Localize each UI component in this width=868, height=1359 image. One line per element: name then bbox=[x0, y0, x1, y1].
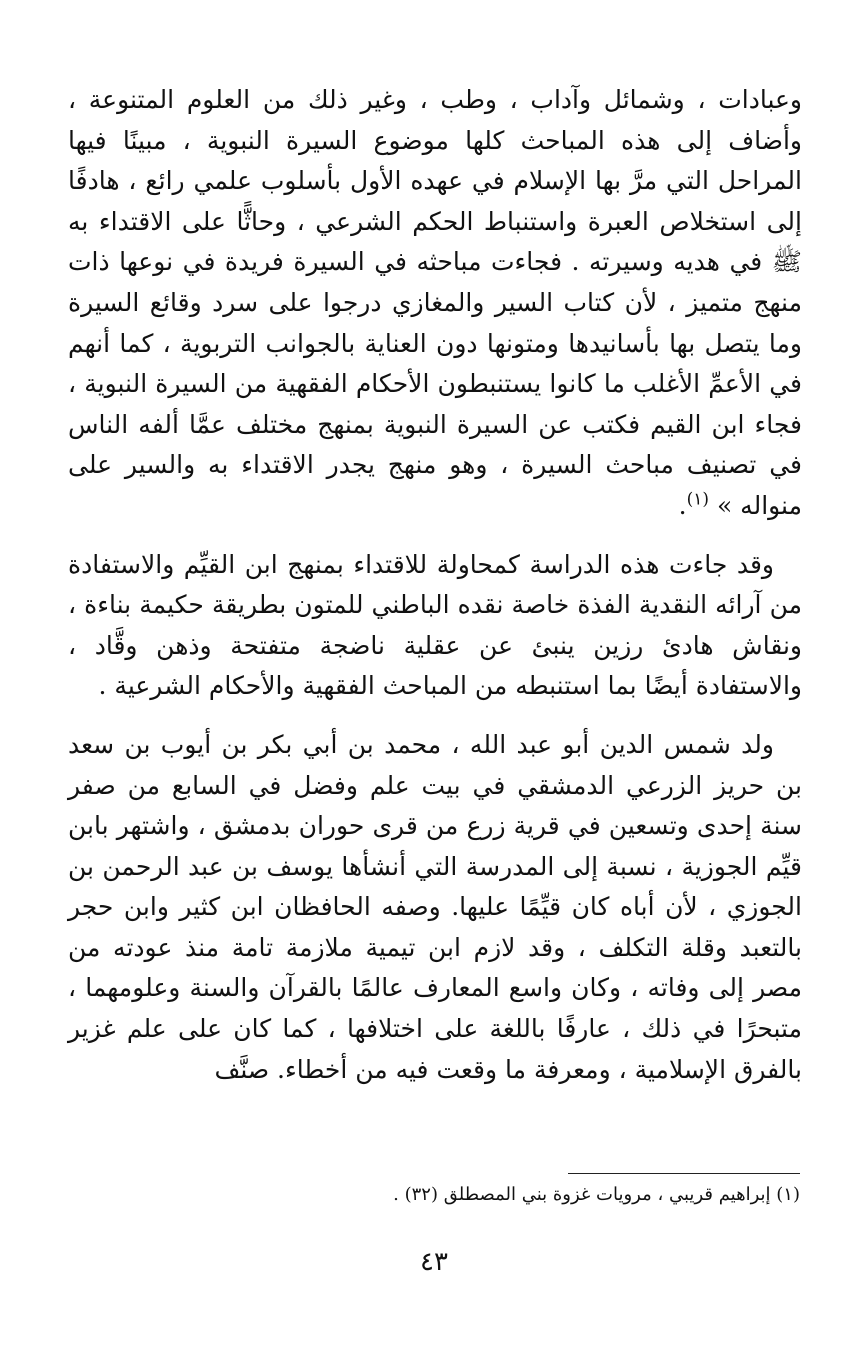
paragraph-3: ولد شمس الدين أبو عبد الله ، محمد بن أبي بكر بن أيوب بن سعد بن حريز الزرعي الدمشقي في بيت علم وفضل في السابع من صفر سنة إحدى وتسعين في قرية زرع من قرى حوران بدمشق ، واشتهر بابن قيِّم الجوزية ، نسبة إلى المدرسة التي أنشأها يوسف بن عبد الرحمن بن الجوزي ، لأن أباه كان قيِّمًا عليها. وصفه الحافظان ابن كثير وابن حجر بالتعبد وقلة التكلف ، وقد لازم ابن تيمية ملازمة تامة منذ عودته من مصر إلى وفاته ، وكان واسع المعارف عالمًا بالقرآن والسنة وعلومهما ، متبحرًا في ذلك ، عارفًا باللغة على اختلافها ، كما كان على علم غزير بالفرق الإسلامية ، ومعرفة ما وقعت فيه من أخطاء. صنَّف bbox=[68, 729, 802, 1084]
page-body bbox=[68, 80, 802, 1090]
paragraph-1-text: وعبادات ، وشمائل وآداب ، وطب ، وغير ذلك من العلوم المتنوعة ، وأضاف إلى هذه المباحث كلها موضوع السيرة النبوية ، مبينًا فيها المراحل التي مرَّ بها الإسلام في عهده الأول بأسلوب علمي رائع ، هادفًا إلى استخلاص العبرة واستنباط الحكم الشرعي ، وحاثًّا على الاقتداء به ﷺ في هديه وسيرته . فجاءت مباحثه في السيرة فريدة في نوعها ذات منهج متميز ، لأن كتاب السير والمغازي درجوا على سرد وقائع السيرة وما يتصل بها بأسانيدها ومتونها دون العناية بالجوانب التربوية ، كما أنهم في الأعمِّ الأغلب ما كانوا يستنبطون الأحكام الفقهية من السيرة النبوية ، فجاء ابن القيم فكتب عن السيرة النبوية بمنهج مختلف عمَّا ألفه الناس في تصنيف مباحث السيرة ، وهو منهج يجدر الاقتداء به والسير على منواله » bbox=[68, 85, 802, 520]
paragraph-1-tail: . bbox=[678, 490, 687, 520]
paragraph-2: وقد جاءت هذه الدراسة كمحاولة للاقتداء بمنهج ابن القيِّم والاستفادة من آرائه النقدية الفذة خاصة نقده الباطني للمتون بطريقة حكيمة بناءة ، ونقاش هادئ رزين ينبئ عن عقلية ناضجة متفتحة وذهن وقَّاد ، والاستفادة أيضًا بما استنبطه من المباحث الفقهية والأحكام الشرعية . bbox=[68, 549, 802, 701]
footnote-separator bbox=[568, 1173, 800, 1174]
paragraph-1 bbox=[68, 80, 802, 527]
footnote-reference[interactable]: (١) bbox=[686, 489, 709, 510]
footnote-text: (١) إبراهيم قريبي ، مرويات غزوة بني المصطلق (٣٢) . bbox=[393, 1184, 800, 1205]
page-number: ٤٣ bbox=[420, 1247, 448, 1277]
